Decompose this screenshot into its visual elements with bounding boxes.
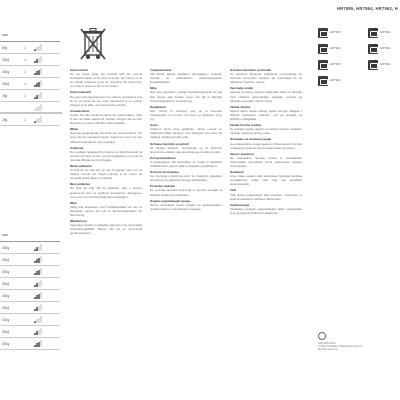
section-heading: Περιβάλλον bbox=[150, 104, 167, 109]
section-body: Až přístroj doslouží, nevyhazujte jej do běžného domovního odpadu, ale odevzdejte jej na sběrné místo. bbox=[150, 145, 222, 154]
appliance-icon bbox=[368, 44, 378, 54]
level-bar bbox=[40, 244, 42, 251]
appliance-icon bbox=[318, 44, 328, 54]
section-heading: Захист довкілля bbox=[230, 151, 254, 156]
row-level-bars bbox=[34, 316, 60, 323]
section-body: Nie wyrzucaj urządzenia wraz ze zwykłymi odpadami domowymi po zakończeniu jego eksploatacji. bbox=[150, 174, 222, 183]
section-heading: Umweltschutz bbox=[70, 108, 90, 113]
row-level-bars bbox=[34, 328, 60, 335]
section-heading: Medio ambiente bbox=[70, 163, 92, 168]
row-level-bars bbox=[34, 304, 60, 311]
model-label: HR7964 bbox=[380, 62, 391, 67]
table-row bbox=[0, 266, 60, 278]
row-level-bars bbox=[34, 116, 60, 123]
row-level-bars bbox=[34, 92, 60, 99]
section-body: Pasibaigus prietaiso eksploatacijos laikui, neišmeskite jo su įprastomis buitinėmis atliekomis. bbox=[230, 206, 302, 215]
model-icon-cell bbox=[318, 76, 348, 86]
level-bar bbox=[40, 56, 42, 63]
model-label: HR7964 bbox=[380, 30, 391, 35]
model-icon-cell bbox=[368, 28, 398, 38]
section-body: Älä hävitä laitetta tavallisen talousjätteen mukana. Toimita se valtuutettuun keräyspisteeseen kierrätettäväksi. bbox=[150, 72, 222, 85]
level-bar bbox=[40, 304, 42, 311]
section-heading: Vide bbox=[230, 188, 237, 193]
level-bar bbox=[40, 256, 42, 263]
section-body: Kullanım ömrü sona erdiğinde, cihazı normal ev atıklarıyla birlikte atmayın. Geri dönüşüm için resmi bir toplama noktasına teslim edin. bbox=[150, 127, 222, 140]
table-row bbox=[0, 90, 60, 102]
crossed-out-bin-icon bbox=[80, 27, 106, 61]
section-body: Apparatet må ikke bortskaffes sammen med almindeligt husholdningsaffald. Aflever det på en kommunal genbrugsstation. bbox=[70, 223, 142, 236]
section-body: Geben Sie das Gerät am Ende der Lebensdauer nicht in den normalen Hausmüll, sondern bringen Sie es zum Recycling zu einer offiziellen Sammelstelle. bbox=[70, 112, 142, 126]
footer-imprint bbox=[318, 342, 398, 352]
section-body: Al final de su vida útil, no tire el aparato junto con la basura normal del hogar. Llévelo a un punto de recogida oficial para su reciclado. bbox=[70, 168, 142, 181]
level-bar bbox=[40, 116, 42, 123]
row-level-bars bbox=[34, 340, 60, 347]
section-body: Släng inte apparaten med hushållsavfallet när den är förbrukad. Lämna den på en återvinningsstation för återvinning. bbox=[70, 204, 142, 217]
philips-shield-icon bbox=[318, 332, 326, 340]
table-row bbox=[0, 114, 60, 126]
row-weight: 100g bbox=[2, 57, 10, 62]
table-row bbox=[0, 42, 60, 54]
section-body: Ne bacajte aparat zajedno sa običnim kućnim otpadom na kraju njegovog radnog veka. bbox=[230, 127, 302, 136]
row-weight: 400g bbox=[2, 69, 10, 74]
section-heading: Miljøhensyn bbox=[70, 219, 87, 224]
row-level-bars bbox=[34, 256, 60, 263]
section-heading: Опазване на околната среда bbox=[230, 137, 272, 142]
model-icon-cell bbox=[318, 28, 348, 38]
section-heading: Ochrana životního prostředí bbox=[150, 141, 189, 146]
row-level-bars bbox=[34, 80, 60, 87]
table-row bbox=[0, 290, 60, 302]
section-heading: Ochrona środowiska bbox=[150, 170, 179, 175]
row-qty: 1 bbox=[24, 45, 26, 50]
section-body: Po skončení životnosti zariadenie nevyhadzujte do bežného domového odpadu, ale odovzdajte ho na oficiálnom zbernom mieste. bbox=[230, 72, 302, 85]
row-weight: 80g bbox=[2, 45, 8, 50]
weight-table-b bbox=[0, 228, 60, 350]
row-qty: 1 bbox=[24, 81, 26, 86]
row-level-bars bbox=[34, 280, 60, 287]
level-bar bbox=[40, 316, 42, 323]
row-weight: 300g bbox=[2, 329, 10, 334]
model-icon-cell bbox=[368, 44, 398, 54]
row-level-bars bbox=[34, 244, 60, 251]
row-level-bars bbox=[34, 44, 60, 51]
section-heading: Aplinkosauga bbox=[230, 202, 249, 207]
table-header-row bbox=[0, 28, 60, 42]
level-bar bbox=[40, 44, 42, 51]
table-row bbox=[0, 338, 60, 350]
row-level-bars bbox=[34, 104, 60, 111]
icon-row bbox=[318, 76, 398, 86]
row-weight: 300g bbox=[2, 281, 10, 286]
row-weight: 200g bbox=[2, 269, 10, 274]
section-heading: Environment bbox=[70, 68, 88, 72]
appliance-icon bbox=[368, 60, 378, 70]
section-heading: Keskkond bbox=[230, 170, 244, 175]
model-icon-cell bbox=[318, 44, 348, 54]
table-row bbox=[0, 326, 60, 338]
header-cell-max: max bbox=[2, 232, 9, 237]
level-bar bbox=[40, 340, 42, 347]
section-body: Do not throw away the product with the normal household waste at the end of its life, but hand it in at an official collection point for recycling. By doing this, you help to preserve the environment. bbox=[70, 72, 142, 89]
section-heading: Охрана окружающей среды bbox=[150, 198, 191, 203]
row-weight: 400g bbox=[2, 245, 10, 250]
table-row bbox=[0, 66, 60, 78]
text-column-2 bbox=[150, 66, 222, 212]
level-bar bbox=[40, 328, 42, 335]
section-heading: Milieu bbox=[70, 127, 79, 132]
row-weight: 250g bbox=[2, 81, 10, 86]
row-weight: 400g bbox=[2, 293, 10, 298]
level-bar bbox=[40, 292, 42, 299]
level-bar bbox=[40, 68, 42, 75]
row-weight: 400g bbox=[2, 305, 10, 310]
model-label: HR7962 bbox=[330, 78, 341, 83]
section-heading: Miljø bbox=[150, 86, 157, 91]
section-heading: Környezetvédelem bbox=[150, 155, 176, 160]
model-label: HR7965 bbox=[330, 30, 341, 35]
section-body: Nu aruncaţi aparatul împreună cu gunoiul menajer la sfârşitul duratei de funcţionare. bbox=[150, 188, 222, 197]
section-heading: Miljö bbox=[70, 200, 77, 205]
section-body: A feleslegessé vált készüléket ne dobja a háztartási hulladék közé, hanem adja le hivatalos gyűjtőhelyen. bbox=[150, 159, 222, 168]
section-body: Не изхвърляйте уреда заедно с обикновените битови отпадъци в края на експлоатационния му живот. bbox=[230, 141, 302, 150]
table-separator bbox=[0, 112, 62, 114]
table-row bbox=[0, 254, 60, 266]
model-label: HR7965 bbox=[330, 62, 341, 67]
section-body: Gooi het apparaat aan het einde van de levensduur niet weg met het normale huisvuil, maar lever het in op een officieel inzamelpunt voor recycling. bbox=[70, 131, 142, 144]
table-row bbox=[0, 302, 60, 314]
model-label: HR7960 bbox=[380, 46, 391, 51]
model-codes-header: HR7965, HR7964, HR7962, H bbox=[336, 6, 398, 11]
model-icon-grid bbox=[318, 28, 398, 92]
header-cell-max: max bbox=[2, 32, 9, 37]
section-heading: Ympäristöasiaa bbox=[150, 68, 172, 72]
appliance-icon bbox=[318, 60, 328, 70]
section-heading: Ambiente bbox=[70, 145, 84, 150]
text-column-1 bbox=[70, 66, 142, 237]
section-heading: Protecţia mediului bbox=[150, 184, 176, 189]
section-body: Ikke kast apparatet i vanlig husholdningsavfall når det ikke lenger skal brukes. Lever det på et offentlig innsamlingssted for resirkulering. bbox=[150, 90, 222, 103]
level-bar bbox=[40, 104, 42, 111]
appliance-icon bbox=[318, 28, 328, 38]
model-icon-cell bbox=[368, 60, 398, 70]
level-bar bbox=[40, 92, 42, 99]
icon-row bbox=[318, 60, 398, 70]
section-body: Ne jetez pas l'appareil avec les ordures ménagères à la fin de sa durée de vie, mais déposez-le à un endroit assigné à cet effet, où il pourra être recyclé. bbox=[70, 94, 142, 107]
row-weight: 200g bbox=[2, 341, 10, 346]
row-weight: 100g bbox=[2, 317, 10, 322]
row-level-bars bbox=[34, 268, 60, 275]
footer-line: 4222.005.0152.1 bbox=[318, 342, 336, 345]
appliance-icon bbox=[318, 76, 328, 86]
table-row bbox=[0, 54, 60, 66]
model-icon-cell bbox=[318, 60, 348, 70]
row-weight: 75g bbox=[2, 93, 8, 98]
section-heading: Zaštita okoliša bbox=[230, 104, 251, 109]
model-label: HR7962 bbox=[330, 46, 341, 51]
table-row bbox=[0, 78, 60, 90]
table-row bbox=[0, 278, 60, 290]
row-level-bars bbox=[34, 68, 60, 75]
row-level-bars bbox=[34, 292, 60, 299]
text-column-3 bbox=[230, 66, 302, 217]
level-bar bbox=[40, 268, 42, 275]
section-heading: Ochrana životného prostredia bbox=[230, 68, 271, 72]
section-heading: Zaštita životne sredine bbox=[230, 123, 262, 128]
section-heading: Meio ambiente bbox=[70, 182, 91, 187]
table-header-row bbox=[0, 228, 60, 242]
section-body: Non gettate l'apparecchio insieme ai rifiuti domestici al termine del ciclo di vita, ma consegnatelo a un punto di raccolta ufficiale per il riciclaggio. bbox=[70, 149, 142, 162]
footer-line: © 2010 Koninklijke Philips Electronics N.V. bbox=[318, 345, 363, 349]
row-qty: 1 bbox=[24, 69, 26, 74]
section-body: Не викидайте прилад разом із звичайними побутовими відходами після закінчення терміну експлуатації. bbox=[230, 155, 302, 168]
section-body: После окончания срока службы не выбрасывайте прибор вместе с бытовыми отходами. bbox=[150, 202, 222, 211]
icon-row bbox=[318, 44, 398, 54]
section-heading: Varovanje okolja bbox=[230, 86, 253, 91]
icon-row bbox=[318, 28, 398, 38]
table-row bbox=[0, 242, 60, 254]
section-heading: Environnement bbox=[70, 90, 92, 95]
row-qty: 1 bbox=[24, 93, 26, 98]
section-heading: Çevre bbox=[150, 123, 159, 128]
section-body: Ärge visake seadet selle kasutusea lõppedes tavaliste olmejäätmete hulka, vaid viige see ametlikku kogumispunkti. bbox=[230, 174, 302, 187]
row-qty: 1 bbox=[24, 57, 26, 62]
section-body: Μην πετάτε τη συσκευή μαζί με τα κανονικά απορρίμματα του σπιτιού στο τέλος της διάρκειας ζωής της. bbox=[150, 108, 222, 122]
section-body: Aparata ob koncu njegove življenjske dobe ne odvrzite med običajne gospodinjske odpadke, temveč ga odnesite na uradno zbirno mesto. bbox=[230, 90, 302, 103]
footer-line: All rights reserved bbox=[318, 348, 338, 352]
row-weight: 400g bbox=[2, 257, 10, 262]
level-bar bbox=[40, 280, 42, 287]
section-body: No final da vida útil do aparelho, não o elimine juntamente com os resíduos domésticos. Entregue-o num ponto de recolha oficial para reciclagem. bbox=[70, 186, 142, 199]
row-weight: 25g bbox=[2, 117, 8, 122]
appliance-icon bbox=[368, 28, 378, 38]
row-level-bars bbox=[34, 56, 60, 63]
section-body: Kad ierīces kalpošanas laiks beidzies, neizmetiet to kopā ar parastiem sadzīves atkritumiem. bbox=[230, 192, 302, 201]
row-qty: 1 bbox=[24, 117, 26, 122]
level-bar bbox=[40, 80, 42, 87]
section-body: Aparat nakon isteka radnog vijeka nemojte odlagati s običnim kućanskim otpadom, već ga predajte na službeno odlagalište. bbox=[230, 108, 302, 122]
table-row bbox=[0, 314, 60, 326]
